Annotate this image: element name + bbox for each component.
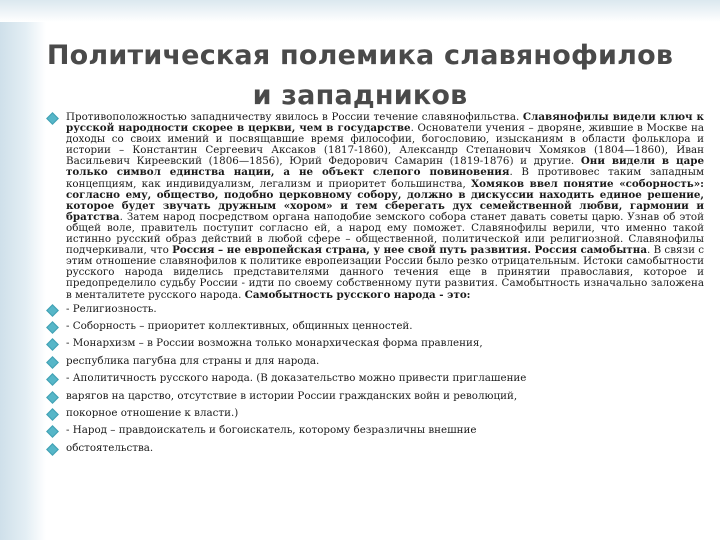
list-item: варягов на царство, отсутствие в истории России гражданских войн и революций,: [44, 388, 704, 405]
list-item: покорное отношение к власти.): [44, 405, 704, 422]
list-item: - Народ – правдоискатель и богоискатель, которому безразличны внешние: [44, 422, 704, 439]
list-item: - Религиозность.: [44, 301, 704, 318]
diamond-bullet-icon: [46, 443, 59, 456]
diamond-bullet-icon: [46, 339, 59, 352]
top-decor-band: [0, 0, 720, 22]
title-line-2: и западников: [252, 80, 468, 111]
diamond-bullet-icon: [46, 426, 59, 439]
list-item: - Монархизм – в России возможна только монархическая форма правления,: [44, 335, 704, 352]
list-item: республика пагубна для страны и для народа.: [44, 353, 704, 370]
diamond-bullet-icon: [46, 373, 59, 386]
slide-content: [44, 112, 704, 457]
diamond-bullet-icon: [46, 112, 59, 125]
slide-title: [40, 36, 680, 116]
title-line-1: Политическая полемика славянофилов: [46, 40, 674, 71]
list-item: - Аполитичность русского народа. (В доказательство можно привести приглашение: [44, 370, 704, 387]
lead-paragraph: Противоположностью западничеству явилось в России течение славянофильства. Славянофилы видели ключ к русской народности скорее в церкви, чем в государстве. Основатели учения – дворяне, жившие в Москве на доходы со своих имений и посвящавшие время философии, богословию, изысканиям в области фольклора и истории – Константин Сергеевич Аксаков (1817-1860), Александр Степанович Хомяков (1804—1860), Иван Васильевич Киреевский (1806—1856), Юрий Федорович Самарин (1819-1876) и другие. Они видели в царе только символ единства нации, а не объект слепого повиновения. В противовес таким западным концепциям, как индивидуализм, легализм и приоритет большинства, Хомяков ввел понятие «соборность»: согласно ему, общество, подобно церковному собору, должно в дискуссии находить единое решение, которое будет звучать дружным «хором» и тем сберегать дух семейственной любви, гармонии и братства. Затем народ посредством органа наподобие земского собора станет давать советы царю. Узнав об этой общей воле, правитель поступит согласно ей, а народ ему поможет. Славянофилы верили, что именно такой истинно русский образ действий в любой сфере – общественной, политической или религиозной. Славянофилы подчеркивали, что Россия – не европейская страна, у нее свой путь развития. Россия самобытна. В связи с этим отношение славянофилов к политике европеизации России было резко отрицательным. Истоки самобытности русского народа виделись представителями данного течения еще в принятии православия, которое и предопределило судьбу России - идти по своему собственному пути развития. Самобытность изначально заложена в менталитете русского народа. Самобытность русского народа - это:: [44, 112, 704, 301]
diamond-bullet-icon: [46, 408, 59, 421]
list-item: - Соборность – приоритет коллективных, общинных ценностей.: [44, 318, 704, 335]
list-item: обстоятельства.: [44, 440, 704, 457]
diamond-bullet-icon: [46, 304, 59, 317]
diamond-bullet-icon: [46, 356, 59, 369]
diamond-bullet-icon: [46, 391, 59, 404]
diamond-bullet-icon: [46, 321, 59, 334]
